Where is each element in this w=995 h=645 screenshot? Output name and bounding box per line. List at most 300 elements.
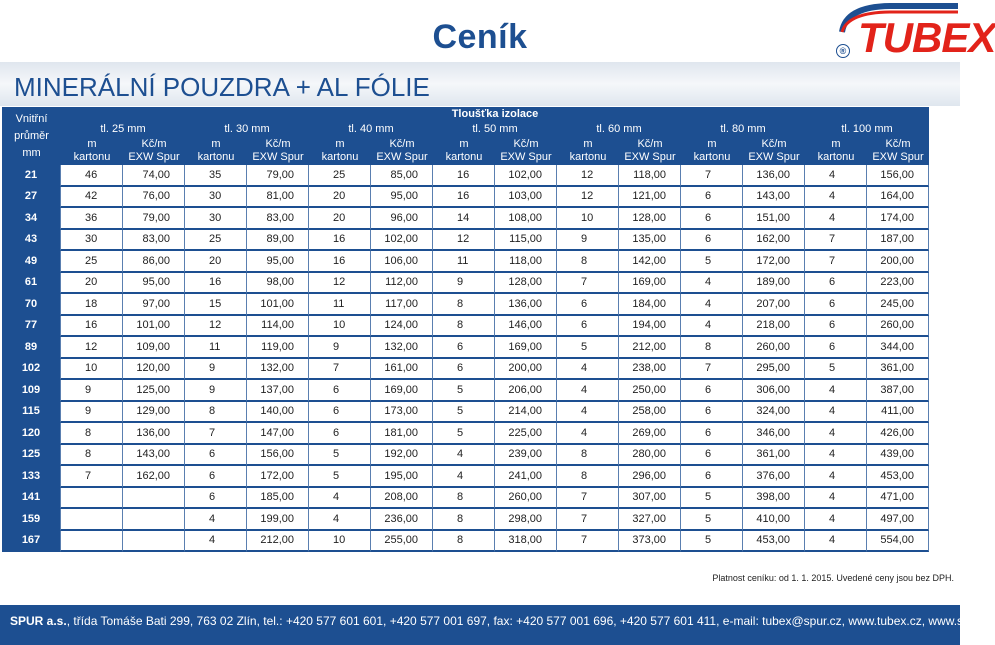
meters-per-box-cell: 5	[433, 423, 495, 445]
diameter-header-line: průměr	[14, 129, 49, 142]
price-cell: 258,00	[619, 402, 681, 424]
unit-price-line: EXW Spur	[500, 151, 552, 163]
unit-m-line: m	[707, 138, 717, 150]
price-cell: 207,00	[743, 294, 805, 316]
price-cell: 140,00	[247, 402, 309, 424]
meters-per-box-cell: 7	[557, 273, 619, 295]
meters-per-box-cell: 6	[185, 466, 247, 488]
unit-m-line: m	[459, 138, 469, 150]
thickness-header: tl. 100 mm	[805, 121, 929, 137]
unit-price-line: EXW Spur	[376, 151, 428, 163]
meters-per-box-cell: 4	[681, 316, 743, 338]
meters-per-box-cell: 6	[309, 402, 371, 424]
header-row-insulation	[2, 107, 929, 121]
price-cell: 189,00	[743, 273, 805, 295]
price-cell: 453,00	[867, 466, 929, 488]
price-cell: 255,00	[371, 531, 433, 553]
unit-price-header	[123, 137, 185, 165]
price-cell: 296,00	[619, 466, 681, 488]
meters-per-box-cell: 30	[61, 230, 123, 252]
price-cell: 76,00	[123, 187, 185, 209]
page-title: Ceník	[432, 18, 528, 56]
meters-per-box-cell: 7	[557, 509, 619, 531]
table-row	[2, 531, 929, 553]
unit-m-line: m	[87, 138, 97, 150]
meters-per-box-cell: 30	[185, 187, 247, 209]
unit-price-line: Kč/m	[637, 138, 663, 150]
price-cell: 398,00	[743, 488, 805, 510]
unit-price-line: Kč/m	[389, 138, 415, 150]
price-cell: 208,00	[371, 488, 433, 510]
meters-per-box-cell: 16	[61, 316, 123, 338]
meters-per-box-cell: 20	[185, 251, 247, 273]
meters-per-box-cell: 4	[185, 509, 247, 531]
price-cell: 146,00	[495, 316, 557, 338]
meters-per-box-cell: 25	[61, 251, 123, 273]
meters-per-box-cell: 16	[433, 165, 495, 187]
price-cell: 109,00	[123, 337, 185, 359]
price-cell: 346,00	[743, 423, 805, 445]
insulation-thickness-header: Tloušťka izolace	[61, 107, 929, 121]
meters-per-box-cell: 4	[805, 208, 867, 230]
meters-per-box-cell: 11	[185, 337, 247, 359]
price-cell: 184,00	[619, 294, 681, 316]
meters-per-box-cell: 5	[805, 359, 867, 381]
price-cell: 143,00	[123, 445, 185, 467]
price-cell: 125,00	[123, 380, 185, 402]
price-cell: 497,00	[867, 509, 929, 531]
price-cell: 361,00	[867, 359, 929, 381]
meters-per-box-cell: 12	[185, 316, 247, 338]
price-cell: 376,00	[743, 466, 805, 488]
table-row	[2, 251, 929, 273]
meters-per-box-cell: 8	[61, 445, 123, 467]
unit-price-line: Kč/m	[761, 138, 787, 150]
thickness-header: tl. 25 mm	[61, 121, 185, 137]
price-cell: 137,00	[247, 380, 309, 402]
unit-m-header	[433, 137, 495, 165]
unit-price-line: EXW Spur	[748, 151, 800, 163]
meters-per-box-cell: 6	[433, 337, 495, 359]
price-cell: 324,00	[743, 402, 805, 424]
diameter-header-line: Vnitřní	[15, 112, 48, 125]
meters-per-box-cell: 36	[61, 208, 123, 230]
unit-price-header	[619, 137, 681, 165]
price-cell: 97,00	[123, 294, 185, 316]
price-cell: 225,00	[495, 423, 557, 445]
meters-per-box-cell: 4	[805, 165, 867, 187]
price-cell: 238,00	[619, 359, 681, 381]
price-cell: 169,00	[371, 380, 433, 402]
price-cell: 124,00	[371, 316, 433, 338]
price-cell: 128,00	[619, 208, 681, 230]
price-cell: 95,00	[371, 187, 433, 209]
price-cell: 119,00	[247, 337, 309, 359]
diameter-cell: 27	[2, 187, 61, 209]
table-row	[2, 423, 929, 445]
validity-note: Platnost ceníku: od 1. 1. 2015. Uvedené ceny jsou bez DPH.	[712, 573, 954, 583]
meters-per-box-cell: 20	[61, 273, 123, 295]
price-cell: 162,00	[743, 230, 805, 252]
meters-per-box-cell: 20	[309, 187, 371, 209]
price-cell: 147,00	[247, 423, 309, 445]
diameter-cell: 34	[2, 208, 61, 230]
meters-per-box-cell: 5	[309, 445, 371, 467]
table-row	[2, 273, 929, 295]
price-cell: 118,00	[495, 251, 557, 273]
unit-price-line: Kč/m	[885, 138, 911, 150]
meters-per-box-cell: 12	[433, 230, 495, 252]
meters-per-box-cell: 4	[557, 359, 619, 381]
price-cell: 86,00	[123, 251, 185, 273]
unit-price-header	[495, 137, 557, 165]
meters-per-box-cell: 5	[557, 337, 619, 359]
meters-per-box-cell: 6	[805, 337, 867, 359]
price-cell: 143,00	[743, 187, 805, 209]
meters-per-box-cell: 7	[805, 251, 867, 273]
price-cell: 236,00	[371, 509, 433, 531]
table-row	[2, 380, 929, 402]
meters-per-box-cell: 9	[185, 380, 247, 402]
price-cell: 129,00	[123, 402, 185, 424]
meters-per-box-cell: 25	[309, 165, 371, 187]
price-cell: 136,00	[123, 423, 185, 445]
unit-m-header	[557, 137, 619, 165]
price-cell: 260,00	[495, 488, 557, 510]
diameter-cell: 21	[2, 165, 61, 187]
meters-per-box-cell: 9	[309, 337, 371, 359]
price-cell: 212,00	[247, 531, 309, 553]
meters-per-box-cell: 9	[557, 230, 619, 252]
price-cell: 306,00	[743, 380, 805, 402]
price-cell: 206,00	[495, 380, 557, 402]
price-cell: 81,00	[247, 187, 309, 209]
price-cell: 136,00	[743, 165, 805, 187]
price-cell: 161,00	[371, 359, 433, 381]
meters-per-box-cell: 7	[61, 466, 123, 488]
unit-m-line: kartonu	[817, 151, 855, 163]
diameter-cell: 133	[2, 466, 61, 488]
meters-per-box-cell: 6	[681, 380, 743, 402]
price-cell: 187,00	[867, 230, 929, 252]
price-cell: 118,00	[619, 165, 681, 187]
price-cell: 269,00	[619, 423, 681, 445]
price-cell: 439,00	[867, 445, 929, 467]
registered-mark: ®	[836, 44, 850, 58]
price-cell: 260,00	[867, 316, 929, 338]
unit-m-header	[681, 137, 743, 165]
unit-m-header	[185, 137, 247, 165]
table-row	[2, 488, 929, 510]
price-cell: 102,00	[371, 230, 433, 252]
price-cell: 280,00	[619, 445, 681, 467]
meters-per-box-cell: 6	[433, 359, 495, 381]
meters-per-box-cell: 8	[185, 402, 247, 424]
diameter-cell: 167	[2, 531, 61, 553]
meters-per-box-cell: 6	[557, 294, 619, 316]
diameter-cell: 159	[2, 509, 61, 531]
diameter-cell: 49	[2, 251, 61, 273]
price-cell: 195,00	[371, 466, 433, 488]
unit-m-line: kartonu	[445, 151, 483, 163]
unit-m-line: kartonu	[693, 151, 731, 163]
price-cell: 387,00	[867, 380, 929, 402]
price-cell: 199,00	[247, 509, 309, 531]
meters-per-box-cell: 8	[433, 488, 495, 510]
price-cell: 156,00	[867, 165, 929, 187]
price-cell: 173,00	[371, 402, 433, 424]
meters-per-box-cell: 8	[61, 423, 123, 445]
price-cell: 241,00	[495, 466, 557, 488]
meters-per-box-cell: 7	[681, 359, 743, 381]
meters-per-box-cell: 5	[681, 488, 743, 510]
meters-per-box-cell: 15	[185, 294, 247, 316]
meters-per-box-cell: 46	[61, 165, 123, 187]
price-cell: 121,00	[619, 187, 681, 209]
price-cell: 85,00	[371, 165, 433, 187]
meters-per-box-cell: 4	[309, 509, 371, 531]
unit-m-header	[61, 137, 123, 165]
meters-per-box-cell: 4	[433, 466, 495, 488]
meters-per-box-cell: 4	[557, 380, 619, 402]
price-cell: 95,00	[123, 273, 185, 295]
meters-per-box-cell: 4	[309, 488, 371, 510]
meters-per-box-cell: 4	[681, 273, 743, 295]
logo-wordmark: TUBEX	[858, 14, 995, 61]
price-cell: 295,00	[743, 359, 805, 381]
unit-m-line: m	[583, 138, 593, 150]
meters-per-box-cell: 4	[805, 187, 867, 209]
price-cell: 426,00	[867, 423, 929, 445]
unit-m-header	[805, 137, 867, 165]
meters-per-box-cell: 4	[805, 445, 867, 467]
price-cell: 218,00	[743, 316, 805, 338]
price-cell: 344,00	[867, 337, 929, 359]
unit-price-line: EXW Spur	[624, 151, 676, 163]
meters-per-box-cell: 8	[557, 466, 619, 488]
price-cell: 74,00	[123, 165, 185, 187]
thickness-header: tl. 50 mm	[433, 121, 557, 137]
thickness-header: tl. 80 mm	[681, 121, 805, 137]
price-cell: 327,00	[619, 509, 681, 531]
meters-per-box-cell: 10	[61, 359, 123, 381]
meters-per-box-cell: 5	[681, 509, 743, 531]
meters-per-box-cell: 8	[433, 531, 495, 553]
meters-per-box-cell: 12	[557, 187, 619, 209]
price-cell: 101,00	[123, 316, 185, 338]
unit-price-header	[371, 137, 433, 165]
meters-per-box-cell: 6	[805, 316, 867, 338]
meters-per-box-cell: 6	[681, 208, 743, 230]
meters-per-box-cell: 16	[309, 251, 371, 273]
table-row	[2, 187, 929, 209]
price-cell: 132,00	[371, 337, 433, 359]
diameter-cell: 77	[2, 316, 61, 338]
meters-per-box-cell: 12	[557, 165, 619, 187]
unit-price-header	[743, 137, 805, 165]
price-cell: 106,00	[371, 251, 433, 273]
meters-per-box-cell: 11	[433, 251, 495, 273]
meters-per-box-cell: 9	[61, 402, 123, 424]
meters-per-box-cell: 4	[805, 531, 867, 553]
table-row	[2, 337, 929, 359]
unit-m-line: kartonu	[197, 151, 235, 163]
meters-per-box-cell: 10	[557, 208, 619, 230]
meters-per-box-cell: 4	[805, 402, 867, 424]
price-cell: 260,00	[743, 337, 805, 359]
price-cell	[123, 509, 185, 531]
price-cell: 239,00	[495, 445, 557, 467]
meters-per-box-cell: 6	[309, 380, 371, 402]
price-cell: 194,00	[619, 316, 681, 338]
price-cell: 410,00	[743, 509, 805, 531]
price-cell: 83,00	[247, 208, 309, 230]
meters-per-box-cell: 16	[185, 273, 247, 295]
meters-per-box-cell	[61, 531, 123, 553]
price-cell: 117,00	[371, 294, 433, 316]
price-cell: 95,00	[247, 251, 309, 273]
unit-m-line: m	[335, 138, 345, 150]
diameter-cell: 125	[2, 445, 61, 467]
price-cell: 169,00	[495, 337, 557, 359]
price-cell: 96,00	[371, 208, 433, 230]
thickness-header: tl. 30 mm	[185, 121, 309, 137]
unit-price-header	[247, 137, 309, 165]
price-cell: 181,00	[371, 423, 433, 445]
diameter-cell: 70	[2, 294, 61, 316]
unit-price-line: EXW Spur	[128, 151, 180, 163]
meters-per-box-cell: 4	[185, 531, 247, 553]
meters-per-box-cell: 8	[433, 509, 495, 531]
meters-per-box-cell: 7	[185, 423, 247, 445]
price-cell: 245,00	[867, 294, 929, 316]
price-cell: 136,00	[495, 294, 557, 316]
meters-per-box-cell: 4	[805, 466, 867, 488]
price-cell: 164,00	[867, 187, 929, 209]
price-cell: 115,00	[495, 230, 557, 252]
meters-per-box-cell: 9	[433, 273, 495, 295]
meters-per-box-cell: 6	[309, 423, 371, 445]
meters-per-box-cell: 7	[309, 359, 371, 381]
price-cell: 373,00	[619, 531, 681, 553]
diameter-cell: 43	[2, 230, 61, 252]
thickness-header: tl. 40 mm	[309, 121, 433, 137]
price-cell	[123, 488, 185, 510]
meters-per-box-cell: 6	[681, 445, 743, 467]
meters-per-box-cell: 8	[433, 316, 495, 338]
price-cell: 128,00	[495, 273, 557, 295]
table-row	[2, 294, 929, 316]
diameter-header-line: mm	[22, 146, 41, 159]
meters-per-box-cell: 6	[681, 423, 743, 445]
meters-per-box-cell: 12	[61, 337, 123, 359]
diameter-header	[2, 107, 61, 165]
price-cell: 162,00	[123, 466, 185, 488]
unit-m-line: kartonu	[569, 151, 607, 163]
price-cell: 79,00	[123, 208, 185, 230]
meters-per-box-cell: 6	[185, 445, 247, 467]
meters-per-box-cell: 11	[309, 294, 371, 316]
thickness-header: tl. 60 mm	[557, 121, 681, 137]
meters-per-box-cell: 7	[557, 488, 619, 510]
product-title: MINERÁLNÍ POUZDRA + AL FÓLIE	[14, 72, 430, 102]
price-cell: 200,00	[867, 251, 929, 273]
meters-per-box-cell: 4	[805, 488, 867, 510]
company-name: SPUR a.s.	[10, 614, 67, 628]
meters-per-box-cell: 6	[681, 466, 743, 488]
meters-per-box-cell: 4	[433, 445, 495, 467]
contact-details: , třída Tomáše Bati 299, 763 02 Zlín, tel.: +420 577 601 601, +420 577 001 697, fax: +420 577 001 696, +420 577 601 411, e-mail: tubex@spur.cz, www.tubex.cz, www.spur.cz	[66, 614, 995, 628]
meters-per-box-cell: 6	[557, 316, 619, 338]
meters-per-box-cell: 4	[557, 402, 619, 424]
meters-per-box-cell: 20	[309, 208, 371, 230]
meters-per-box-cell: 4	[557, 423, 619, 445]
unit-price-line: Kč/m	[513, 138, 539, 150]
table-row	[2, 165, 929, 187]
unit-m-line: kartonu	[321, 151, 359, 163]
meters-per-box-cell: 9	[61, 380, 123, 402]
meters-per-box-cell: 6	[185, 488, 247, 510]
price-cell: 79,00	[247, 165, 309, 187]
price-cell: 101,00	[247, 294, 309, 316]
table-row	[2, 359, 929, 381]
header-row-units	[2, 137, 929, 165]
meters-per-box-cell: 5	[309, 466, 371, 488]
meters-per-box-cell: 5	[681, 531, 743, 553]
diameter-cell: 102	[2, 359, 61, 381]
price-cell: 411,00	[867, 402, 929, 424]
table-row	[2, 445, 929, 467]
price-cell: 114,00	[247, 316, 309, 338]
meters-per-box-cell: 5	[433, 380, 495, 402]
meters-per-box-cell: 10	[309, 316, 371, 338]
price-cell	[123, 531, 185, 553]
price-cell: 471,00	[867, 488, 929, 510]
price-cell: 89,00	[247, 230, 309, 252]
price-cell: 151,00	[743, 208, 805, 230]
meters-per-box-cell	[61, 509, 123, 531]
unit-price-line: EXW Spur	[872, 151, 924, 163]
meters-per-box-cell: 8	[557, 445, 619, 467]
price-cell: 174,00	[867, 208, 929, 230]
meters-per-box-cell: 7	[681, 165, 743, 187]
price-cell: 120,00	[123, 359, 185, 381]
meters-per-box-cell	[61, 488, 123, 510]
table-row	[2, 208, 929, 230]
meters-per-box-cell: 9	[185, 359, 247, 381]
unit-price-header	[867, 137, 929, 165]
price-cell: 108,00	[495, 208, 557, 230]
price-cell: 200,00	[495, 359, 557, 381]
header-row-thickness	[2, 121, 929, 137]
meters-per-box-cell: 42	[61, 187, 123, 209]
table-row	[2, 230, 929, 252]
footer-contact	[10, 614, 995, 628]
meters-per-box-cell: 10	[309, 531, 371, 553]
table-row	[2, 402, 929, 424]
price-cell: 453,00	[743, 531, 805, 553]
meters-per-box-cell: 16	[433, 187, 495, 209]
diameter-cell: 115	[2, 402, 61, 424]
unit-price-line: Kč/m	[265, 138, 291, 150]
meters-per-box-cell: 8	[681, 337, 743, 359]
meters-per-box-cell: 5	[681, 251, 743, 273]
meters-per-box-cell: 5	[433, 402, 495, 424]
meters-per-box-cell: 6	[681, 187, 743, 209]
price-cell: 214,00	[495, 402, 557, 424]
meters-per-box-cell: 35	[185, 165, 247, 187]
meters-per-box-cell: 4	[681, 294, 743, 316]
